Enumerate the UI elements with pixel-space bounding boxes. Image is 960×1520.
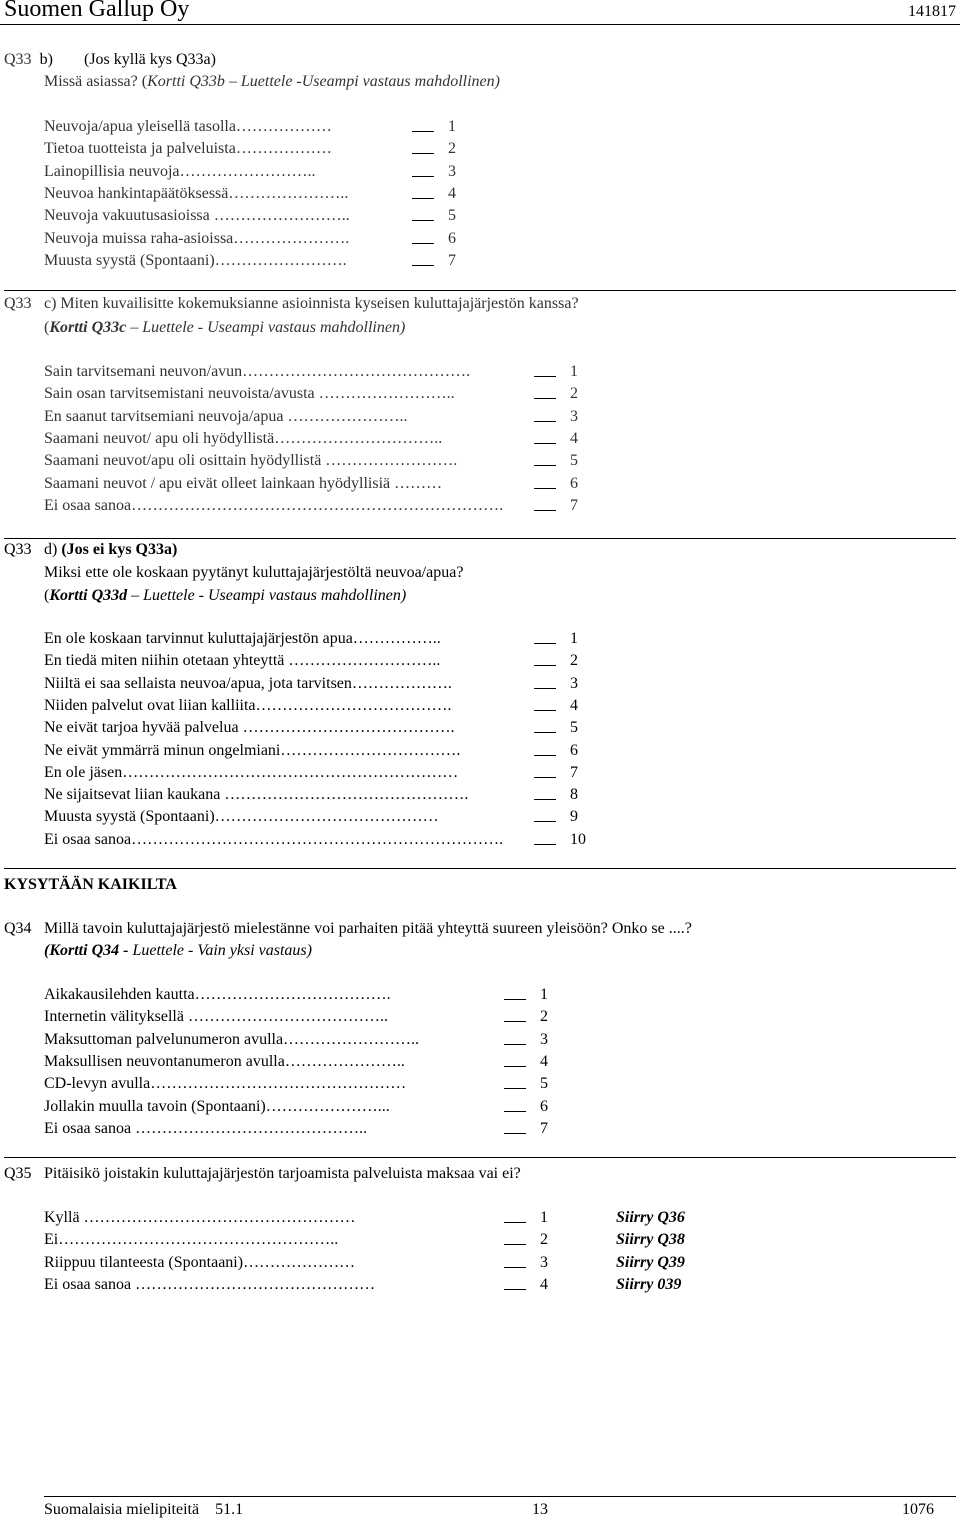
option-code: 5 [570,719,578,737]
option-code: 2 [540,1008,548,1026]
option-code: 4 [570,429,578,447]
option-code: 3 [570,407,578,425]
answer-blank[interactable] [534,830,556,845]
option-label: Niiltä ei saa sellaista neuvoa/apua, jota tarvitsen………………. [44,674,452,692]
option-label: Ei osaa sanoa …………………………………….. [44,1119,368,1137]
option-code: 1 [448,118,456,135]
option-code: 7 [570,763,578,781]
q33d-condition: d) (Jos ei kys Q33a) [44,541,178,558]
answer-option[interactable] [44,1030,548,1050]
option-label: Maksullisen neuvontanumeron avulla………………….. [44,1052,405,1070]
option-label: Tietoa tuotteista ja palveluista……………… [44,140,332,158]
footer-publication: Suomalaisia mielipiteitä 51.1 [44,1501,244,1518]
option-code: 1 [540,986,548,1003]
option-code: 6 [448,229,456,247]
divider [4,538,956,539]
answer-option[interactable] [44,384,578,404]
answer-option[interactable] [44,1007,548,1027]
option-code: 3 [540,1030,548,1048]
option-label: Muusta syystä (Spontaani)…………………………………… [44,808,439,826]
answer-option[interactable] [44,807,578,827]
answer-option[interactable] [44,651,578,671]
answer-option[interactable] [44,451,578,471]
answer-blank[interactable] [412,184,434,199]
q35-question: Pitäisikö joistakin kuluttajajärjestön tarjoamista palveluista maksaa vai ei? [44,1165,521,1182]
question-number: Q35 [4,1165,32,1182]
option-label: Aikakausilehden kautta………………………………. [44,986,391,1003]
answer-option[interactable] [44,162,456,182]
footer-page-number: 13 [532,1501,548,1518]
answer-option[interactable] [44,1074,548,1094]
q33c-card-instruction: (Kortti Q33c – Luettele - Useampi vastaus mahdollinen) [44,319,406,336]
option-label: En saanut tarvitsemiani neuvoja/apua ………………….. [44,407,408,425]
q33b-question: Missä asiassa? (Kortti Q33b – Luettele -Useampi vastaus mahdollinen) [44,73,500,90]
answer-option[interactable] [44,117,456,137]
answer-blank[interactable] [534,451,556,466]
q33d-card-instruction: (Kortti Q33d – Luettele - Useampi vastaus mahdollinen) [44,587,407,604]
option-code: 3 [570,674,578,692]
answer-blank[interactable] [534,718,556,733]
option-label: Maksuttoman palvelunumeron avulla…………………….. [44,1030,420,1048]
option-label: Sain tarvitsemani neuvon/avun……………………………………. [44,363,471,380]
option-label: Niiden palvelut ovat liian kalliita………………………………. [44,696,452,714]
answer-option[interactable] [44,629,578,649]
answer-blank[interactable] [412,162,434,177]
option-code: 7 [448,251,456,269]
answer-blank[interactable] [534,496,556,511]
option-label: Neuvoja vakuutusasioissa …………………….. [44,207,350,225]
answer-option[interactable] [44,741,578,761]
answer-option[interactable] [44,139,456,159]
question-number: Q33 [4,541,32,558]
option-code: 6 [540,1097,548,1115]
option-code: 4 [570,696,578,714]
option-label: Ei…………………………………………….. [44,1231,339,1249]
question-number: Q33 [4,295,32,312]
option-label: Internetin välityksellä ……………………………….. [44,1008,388,1026]
option-code: 4 [540,1275,548,1293]
skip-instruction: Siirry Q36 [616,1209,685,1226]
answer-blank[interactable] [534,674,556,689]
option-code: 4 [448,184,456,202]
answer-option[interactable] [44,229,456,249]
answer-blank[interactable] [534,384,556,399]
answer-blank[interactable] [534,474,556,489]
option-code: 6 [570,474,578,492]
footer-number: 1076 [902,1501,934,1518]
answer-option[interactable] [44,184,456,204]
answer-blank[interactable] [534,407,556,422]
option-label: Neuvoja/apua yleisellä tasolla……………… [44,118,332,135]
answer-blank[interactable] [504,1119,526,1134]
answer-blank[interactable] [504,1007,526,1022]
option-code: 2 [448,140,456,158]
answer-blank[interactable] [534,362,556,377]
option-code: 3 [540,1253,548,1271]
answer-option[interactable] [44,362,578,382]
answer-option[interactable] [44,830,586,850]
answer-option[interactable] [44,496,578,516]
option-label: En ole koskaan tarvinnut kuluttajajärjestön apua…………….. [44,630,441,647]
answer-option[interactable] [44,1052,548,1072]
answer-blank[interactable] [412,206,434,221]
answer-option[interactable] [44,206,456,226]
answer-blank[interactable] [504,1097,526,1112]
answer-blank[interactable] [504,1253,526,1268]
option-code: 3 [448,162,456,180]
answer-blank[interactable] [534,807,556,822]
answer-blank[interactable] [504,985,526,1000]
option-code: 5 [540,1075,548,1093]
answer-blank[interactable] [534,696,556,711]
answer-blank[interactable] [504,1208,526,1223]
q34-card-instruction: (Kortti Q34 - Luettele - Vain yksi vastaus) [44,942,312,959]
skip-instruction: Siirry Q38 [616,1231,685,1249]
answer-blank[interactable] [504,1275,526,1290]
option-code: 2 [570,385,578,403]
footer-divider [44,1496,956,1497]
option-code: 5 [448,207,456,225]
answer-blank[interactable] [504,1052,526,1067]
answer-blank[interactable] [412,229,434,244]
answer-blank[interactable] [504,1030,526,1045]
answer-option[interactable] [44,696,578,716]
answer-option[interactable] [44,1097,548,1117]
option-code: 7 [570,496,578,514]
answer-blank[interactable] [504,1074,526,1089]
survey-code: 141817 [908,3,956,20]
divider [4,1157,956,1158]
answer-option[interactable] [44,429,578,449]
question-number: Q34 [4,920,32,937]
answer-option[interactable] [44,1208,548,1228]
page-header [0,0,960,25]
option-code: 5 [570,452,578,470]
skip-instruction: Siirry 039 [616,1275,682,1293]
section-title: KYSYTÄÄN KAIKILTA [4,876,177,893]
answer-option[interactable] [44,985,548,1005]
skip-instruction: Siirry Q39 [616,1253,685,1271]
option-code: 8 [570,786,578,804]
option-label: Ne eivät tarjoa hyvää palvelua …………………………………. [44,719,455,737]
answer-option[interactable] [44,674,578,694]
option-code: 6 [570,741,578,759]
option-label: Riippuu tilanteesta (Spontaani)………………… [44,1253,356,1271]
option-label: Saamani neuvot/ apu oli hyödyllistä………………………….. [44,429,443,447]
answer-blank[interactable] [534,741,556,756]
divider [4,868,956,869]
answer-option[interactable] [44,1253,548,1273]
q33c-question: c) Miten kuvailisitte kokemuksianne asioinnista kyseisen kuluttajajärjestön kanssa? [44,295,579,312]
option-label: Jollakin muulla tavoin (Spontaani)…………………... [44,1097,390,1115]
answer-option[interactable] [44,474,578,494]
option-label: Ne sijaitsevat liian kaukana ………………………………………. [44,786,469,804]
answer-option[interactable] [44,1275,548,1295]
option-label: Kyllä …………………………………………… [44,1209,356,1226]
option-label: Muusta syystä (Spontaani)……………………. [44,251,347,269]
q33d-question: Miksi ette ole koskaan pyytänyt kuluttajajärjestöltä neuvoa/apua? [44,564,464,581]
option-label: Ei osaa sanoa……………………………………………………………. [44,496,504,514]
option-code: 2 [570,652,578,670]
option-label: Lainopillisia neuvoja…………………….. [44,162,316,180]
option-code: 10 [570,830,586,848]
answer-blank[interactable] [534,763,556,778]
option-label: En tiedä miten niihin otetaan yhteyttä ……………………….. [44,652,441,670]
option-label: Neuvoja muissa raha-asioissa…………………. [44,229,350,247]
answer-blank[interactable] [534,629,556,644]
option-code: 1 [570,630,578,647]
answer-blank[interactable] [534,429,556,444]
company-name: Suomen Gallup Oy [4,0,190,22]
q33b-condition: (Jos kyllä kys Q33a) [84,51,216,68]
answer-option[interactable] [44,785,578,805]
option-label: En ole jäsen……………………………………………………… [44,763,459,781]
option-label: CD-levyn avulla………………………………………… [44,1075,407,1093]
option-label: Saamani neuvot/apu oli osittain hyödyllistä ……………………. [44,452,458,470]
answer-option[interactable] [44,763,578,783]
answer-blank[interactable] [412,251,434,266]
option-code: 9 [570,808,578,826]
option-code: 7 [540,1119,548,1137]
option-code: 1 [540,1209,548,1226]
option-code: 4 [540,1052,548,1070]
answer-option[interactable] [44,1230,548,1250]
answer-blank[interactable] [504,1230,526,1245]
option-label: Ne eivät ymmärrä minun ongelmiani……………………………. [44,741,461,759]
q34-question: Millä tavoin kuluttajajärjestö mielestänne voi parhaiten pitää yhteyttä suureen yleisöön? Onko se ....? [44,920,692,937]
answer-blank[interactable] [412,117,434,132]
question-number: Q33 b) [4,51,53,68]
answer-blank[interactable] [412,139,434,154]
answer-option[interactable] [44,718,578,738]
answer-option[interactable] [44,1119,548,1139]
answer-blank[interactable] [534,785,556,800]
option-code: 2 [540,1231,548,1249]
answer-option[interactable] [44,251,456,271]
option-label: Neuvoa hankintapäätöksessä………………….. [44,184,349,202]
option-label: Ei osaa sanoa……………………………………………………………. [44,830,504,848]
answer-blank[interactable] [534,651,556,666]
option-label: Sain osan tarvitsemistani neuvoista/avusta …………………….. [44,385,455,403]
option-label: Saamani neuvot / apu eivät olleet lainkaan hyödyllisiä ……… [44,474,443,492]
divider [4,290,956,291]
option-label: Ei osaa sanoa ……………………………………… [44,1275,376,1293]
option-code: 1 [570,363,578,380]
answer-option[interactable] [44,407,578,427]
